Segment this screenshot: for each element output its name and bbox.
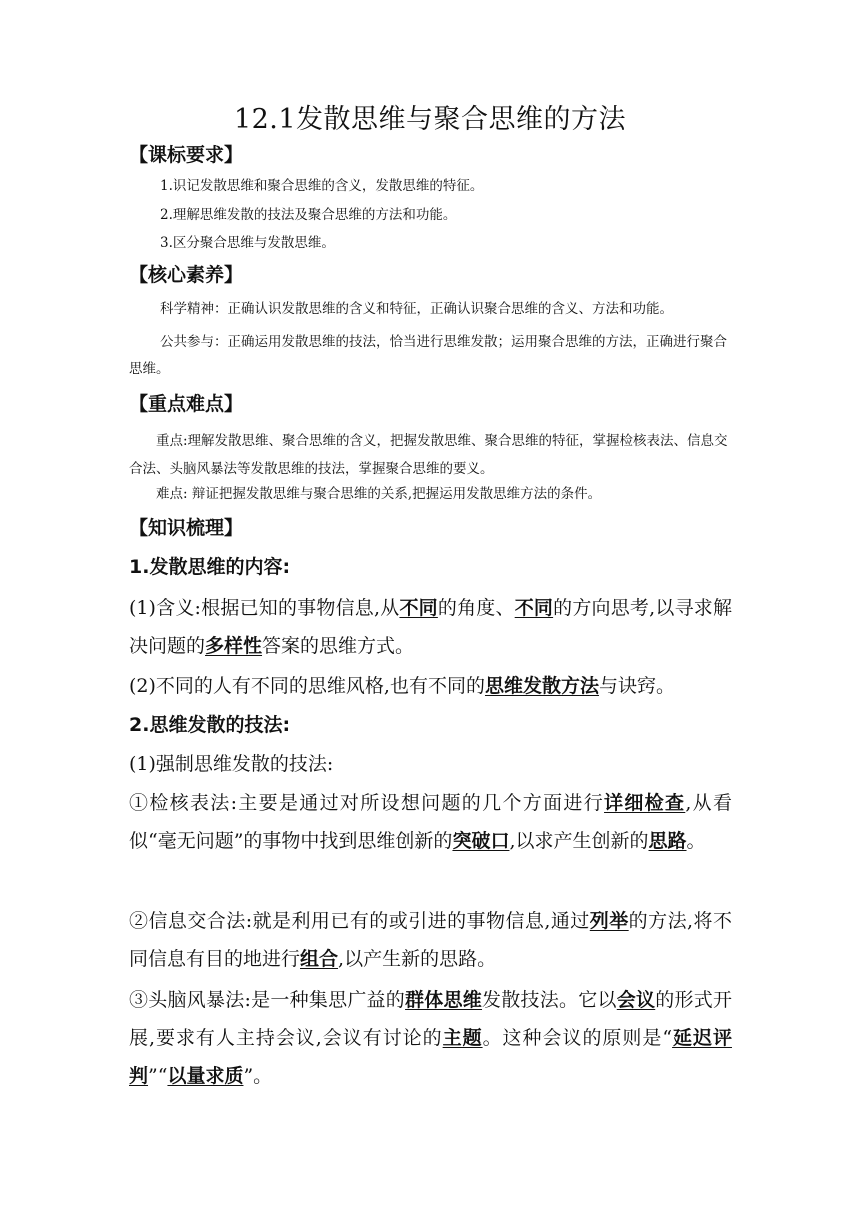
underlined-term: 不同 (514, 597, 554, 619)
section-heading-curriculum: 【课标要求】 (129, 144, 244, 166)
paragraph-brainstorming-method: ③头脑风暴法:是一种集思广益的群体思维发散技法。它以会议的形式开展,要求有人主持会议,会议有讨论的主题。这种会议的原则是“延迟评判”“以量求质”。 (129, 989, 732, 1087)
underlined-term: 不同 (399, 597, 438, 619)
heading-techniques: 2.思维发散的技法: (129, 714, 291, 736)
section-heading-key-points: 【重点难点】 (129, 393, 244, 415)
underlined-term: 思路 (648, 830, 687, 852)
core-literacy-paragraph-2: 公共参与：正确运用发散思维的技法，恰当进行思维发散；运用聚合思维的方法，正确进行聚合思维。 (129, 334, 727, 377)
paragraph-information-crossing-method: ②信息交合法:就是利用已有的或引进的事物信息,通过列举的方法,将不同信息有目的地进行组合,以产生新的思路。 (129, 910, 732, 970)
heading-divergent-content: 1.发散思维的内容: (129, 556, 291, 578)
underlined-term: 群体思维 (405, 989, 483, 1011)
underlined-term: 思维发散方法 (484, 675, 599, 697)
section-heading-core-literacy: 【核心素养】 (129, 264, 244, 286)
underlined-term: 详细检查 (604, 792, 686, 814)
section-heading-knowledge-review: 【知识梳理】 (129, 517, 244, 539)
underlined-term: 以量求质 (167, 1065, 244, 1087)
underlined-term: 会议 (616, 989, 656, 1011)
underlined-term: 延迟评判 (129, 1027, 732, 1087)
paragraph-definition: (1)含义:根据已知的事物信息,从不同的角度、不同的方向思考,以寻求解决问题的多样性答案的思维方式。 (129, 597, 732, 657)
underlined-term: 组合 (300, 948, 339, 970)
underlined-term: 主题 (442, 1027, 483, 1049)
curriculum-item-2: 2.理解思维发散的技法及聚合思维的方法和功能。 (160, 207, 457, 223)
page-title: 12.1发散思维与聚合思维的方法 (233, 104, 627, 135)
underlined-term: 多样性 (205, 635, 263, 657)
underlined-term: 突破口 (452, 830, 510, 852)
key-points-paragraph-1: 重点:理解发散思维、聚合思维的含义，把握发散思维、聚合思维的特征，掌握检核表法、信息交合法、头脑风暴法等发散思维的技法，掌握聚合思维的要义。 (129, 433, 728, 477)
underlined-term: 列举 (589, 910, 629, 932)
paragraph-thinking-style: (2)不同的人有不同的思维风格,也有不同的思维发散方法与诀窍。 (129, 675, 675, 697)
core-literacy-paragraph-1: 科学精神：正确认识发散思维的含义和特征，正确认识聚合思维的含义、方法和功能。 (160, 301, 673, 317)
key-points-paragraph-2: 难点: 辩证把握发散思维与聚合思维的关系,把握运用发散思维方法的条件。 (156, 486, 602, 502)
paragraph-forced-divergence: (1)强制思维发散的技法: (129, 753, 334, 775)
curriculum-item-1: 1.识记发散思维和聚合思维的含义，发散思维的特征。 (160, 178, 484, 194)
paragraph-checklist-method: ①检核表法:主要是通过对所设想问题的几个方面进行详细检查,从看似“毫无问题”的事物中找到思维创新的突破口,以求产生创新的思路。 (129, 792, 732, 852)
curriculum-item-3: 3.区分聚合思维与发散思维。 (160, 235, 335, 251)
